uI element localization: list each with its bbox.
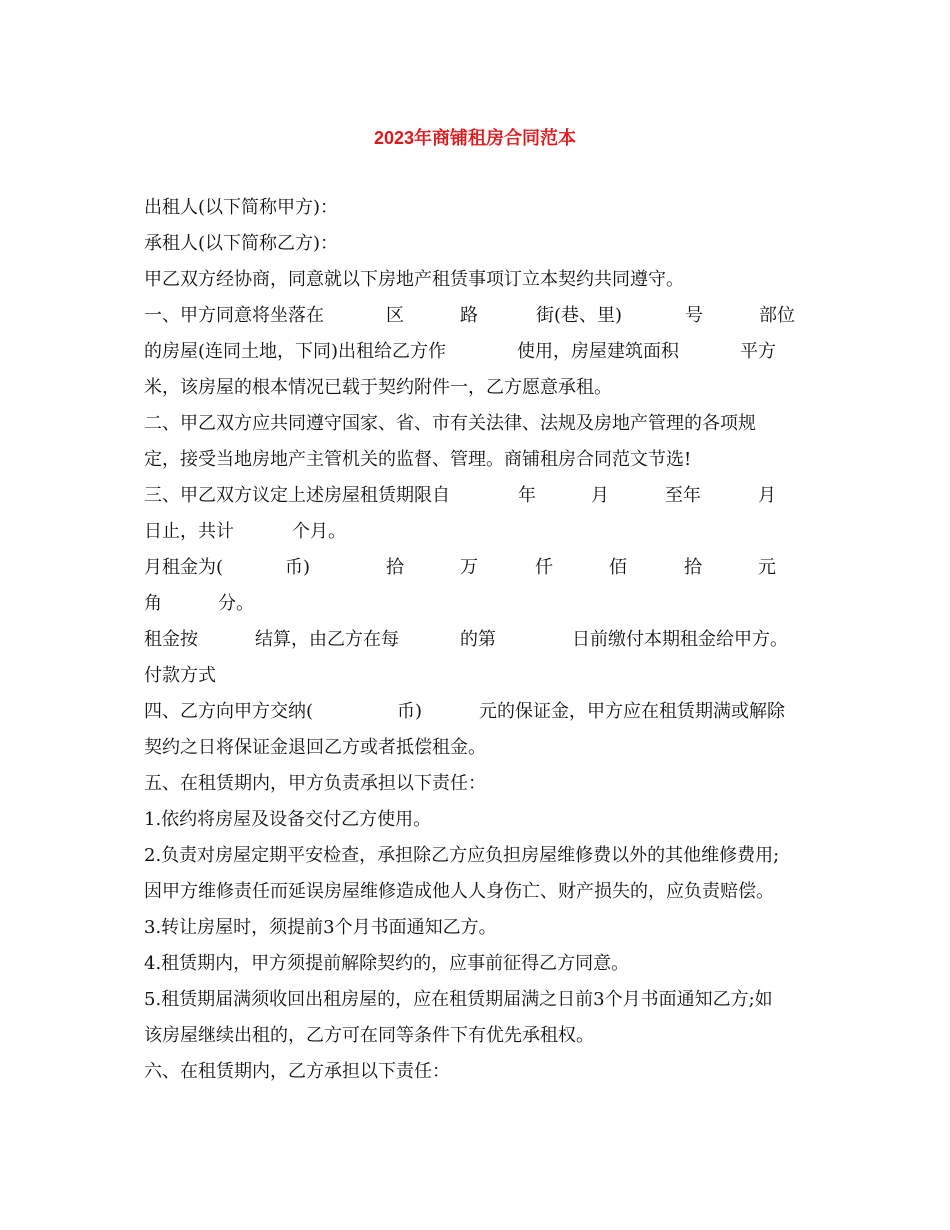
paragraph-line — [144, 589, 824, 625]
line-segment: 仟 — [535, 557, 553, 578]
line-segment: 佰 — [609, 557, 627, 578]
paragraph-line — [144, 733, 824, 769]
line-text: 契约之日将保证金退回乙方或者抵偿租金。 — [144, 737, 486, 758]
line-segment: 日止，共计 — [144, 521, 234, 542]
paragraph-line — [144, 1021, 824, 1057]
line-text: 2.负责对房屋定期平安检查，承担除乙方应负担房屋维修费以外的其他维修费用; — [144, 845, 780, 866]
line-text: 五、在租赁期内，甲方负责承担以下责任： — [144, 773, 486, 794]
line-segment: 角 — [144, 593, 162, 614]
line-segment: 月租金为( — [144, 557, 224, 578]
paragraph-line — [144, 985, 824, 1021]
paragraph-line — [144, 265, 824, 301]
line-segment: 币) — [285, 557, 311, 578]
line-segment: 结算，由乙方在每 — [255, 629, 399, 650]
paragraph-line — [144, 373, 824, 409]
paragraph-line — [144, 517, 824, 553]
paragraph-line — [144, 409, 824, 445]
paragraph-line — [144, 661, 824, 697]
line-text: 甲乙双方经协商，同意就以下房地产租赁事项订立本契约共同遵守。 — [144, 269, 684, 290]
line-segment: 号 — [685, 305, 703, 326]
line-segment: 拾 — [386, 557, 404, 578]
line-segment: 分。 — [218, 593, 254, 614]
line-text: 3.转让房屋时，须提前3个月书面通知乙方。 — [144, 917, 497, 938]
line-text: 4.租赁期内，甲方须提前解除契约的，应事前征得乙方同意。 — [144, 953, 630, 974]
line-text: 付款方式 — [144, 665, 216, 686]
line-segment: 路 — [460, 305, 478, 326]
line-segment: 月 — [758, 485, 776, 506]
line-text: 1.依约将房屋及设备交付乙方使用。 — [144, 809, 432, 830]
line-segment: 街(巷、里) — [536, 305, 623, 326]
line-segment: 万 — [460, 557, 478, 578]
line-segment: 使用，房屋建筑面积 — [517, 341, 679, 362]
line-segment: 部位 — [759, 305, 795, 326]
paragraph-line — [144, 805, 824, 841]
line-segment: 月 — [591, 485, 609, 506]
line-segment: 拾 — [684, 557, 702, 578]
line-segment: 三、甲乙双方议定上述房屋租赁期限自 — [144, 485, 450, 506]
line-text: 米，该房屋的根本情况已载于契约附件一，乙方愿意承租。 — [144, 377, 612, 398]
line-text: 承租人(以下简称乙方)： — [144, 233, 339, 254]
paragraph-line — [144, 553, 824, 589]
paragraph-line — [144, 1057, 824, 1093]
line-text: 六、在租赁期内，乙方承担以下责任： — [144, 1061, 450, 1082]
line-segment: 的房屋(连同土地，下同)出租给乙方作 — [144, 341, 447, 362]
line-segment: 元 — [758, 557, 776, 578]
line-text: 出租人(以下简称甲方)： — [144, 197, 339, 218]
line-segment: 币) — [397, 701, 423, 722]
line-segment: 的第 — [460, 629, 496, 650]
line-segment: 平方 — [740, 341, 776, 362]
line-text: 该房屋继续出租的，乙方可在同等条件下有优先承租权。 — [144, 1025, 594, 1046]
paragraph-line — [144, 949, 824, 985]
document-body — [144, 193, 824, 1093]
paragraph-line — [144, 193, 824, 229]
paragraph-line — [144, 769, 824, 805]
paragraph-line — [144, 337, 824, 373]
paragraph-line — [144, 445, 824, 481]
line-text: 定，接受当地房地产主管机关的监督、管理。商铺租房合同范文节选! — [144, 449, 692, 470]
paragraph-line — [144, 481, 824, 517]
line-text: 二、甲乙双方应共同遵守国家、省、市有关法律、法规及房地产管理的各项规 — [144, 413, 756, 434]
line-text: 5.租赁期届满须收回出租房屋的，应在租赁期届满之日前3个月书面通知乙方;如 — [144, 989, 773, 1010]
line-text: 因甲方维修责任而延误房屋维修造成他人人身伤亡、财产损失的，应负责赔偿。 — [144, 881, 774, 902]
line-segment: 租金按 — [144, 629, 198, 650]
paragraph-line — [144, 625, 824, 661]
paragraph-line — [144, 697, 824, 733]
paragraph-line — [144, 877, 824, 913]
line-segment: 日前缴付本期租金给甲方。 — [572, 629, 788, 650]
line-segment: 年 — [518, 485, 536, 506]
line-segment: 区 — [386, 305, 404, 326]
document-title: 2023年商铺租房合同范本 — [373, 128, 577, 148]
line-segment: 元的保证金，甲方应在租赁期满或解除 — [479, 701, 785, 722]
line-segment: 四、乙方向甲方交纳( — [144, 701, 314, 722]
paragraph-line — [144, 913, 824, 949]
line-segment: 一、甲方同意将坐落在 — [144, 305, 324, 326]
paragraph-line — [144, 301, 824, 337]
line-segment: 至年 — [665, 485, 701, 506]
paragraph-line — [144, 841, 824, 877]
paragraph-line — [144, 229, 824, 265]
line-segment: 个月。 — [292, 521, 346, 542]
